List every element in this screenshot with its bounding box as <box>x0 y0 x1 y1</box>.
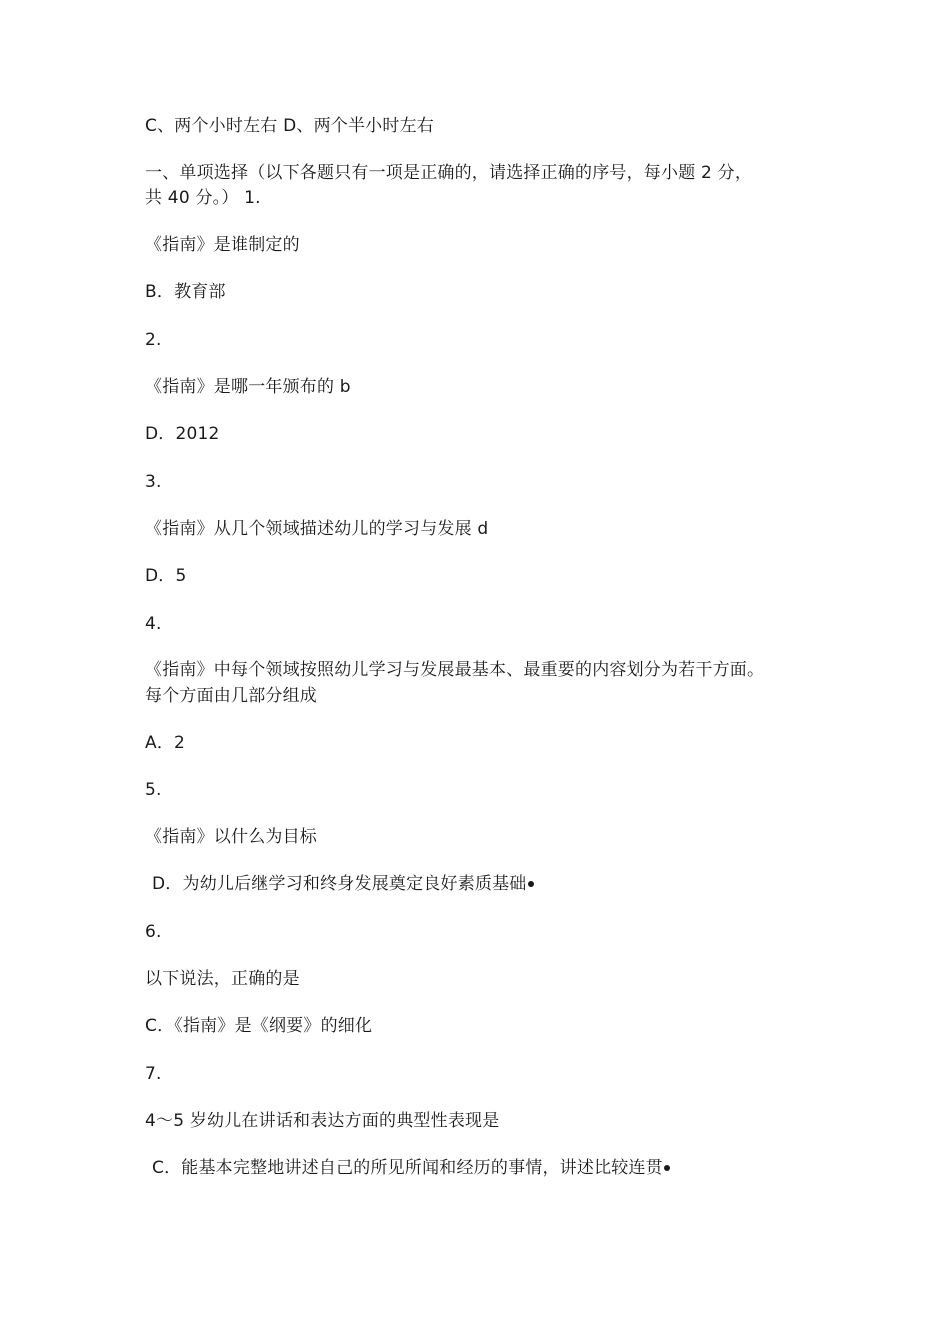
question-text: 《指南》从几个领域描述幼儿的学习与发展 d <box>145 519 489 539</box>
question-text: 以下说法，正确的是 <box>145 969 300 989</box>
question-number: 6. <box>145 922 162 942</box>
question-number: 2. <box>145 330 162 350</box>
bullet-dot-icon <box>528 881 534 887</box>
question-text: 《指南》以什么为目标 <box>145 827 317 847</box>
answer-text: C．《指南》是《纲要》的细化 <box>145 1016 373 1036</box>
question-number: 4. <box>145 614 162 634</box>
question-text: 每个方面由几部分组成 <box>145 686 317 706</box>
answer-line <box>152 1156 670 1180</box>
question-number: 3. <box>145 472 162 492</box>
question-number: 7. <box>145 1064 162 1084</box>
bullet-dot-icon <box>664 1165 670 1171</box>
answer-text: A．2 <box>145 733 186 753</box>
answer-text: C．能基本完整地讲述自己的所见所闻和经历的事情，讲述比较连贯 <box>152 1158 663 1178</box>
text-line: 共 40 分。） 1. <box>145 188 261 208</box>
text-line: C、两个小时左右 D、两个半小时左右 <box>145 116 434 136</box>
question-text: 《指南》是谁制定的 <box>145 235 300 255</box>
answer-text: B．教育部 <box>145 282 226 302</box>
question-text: 4～5 岁幼儿在讲话和表达方面的典型性表现是 <box>145 1111 500 1131</box>
answer-text: D．5 <box>145 566 187 586</box>
answer-line <box>152 872 534 896</box>
question-number: 5. <box>145 780 162 800</box>
section-heading: 一、单项选择（以下各题只有一项是正确的，请选择正确的序号，每小题 2 分， <box>145 163 753 183</box>
question-text: 《指南》中每个领域按照幼儿学习与发展最基本、最重要的内容划分为若干方面。 <box>145 660 765 680</box>
question-text: 《指南》是哪一年颁布的 b <box>145 377 351 397</box>
answer-text: D．为幼儿后继学习和终身发展奠定良好素质基础 <box>152 874 527 894</box>
answer-text: D．2012 <box>145 424 220 444</box>
